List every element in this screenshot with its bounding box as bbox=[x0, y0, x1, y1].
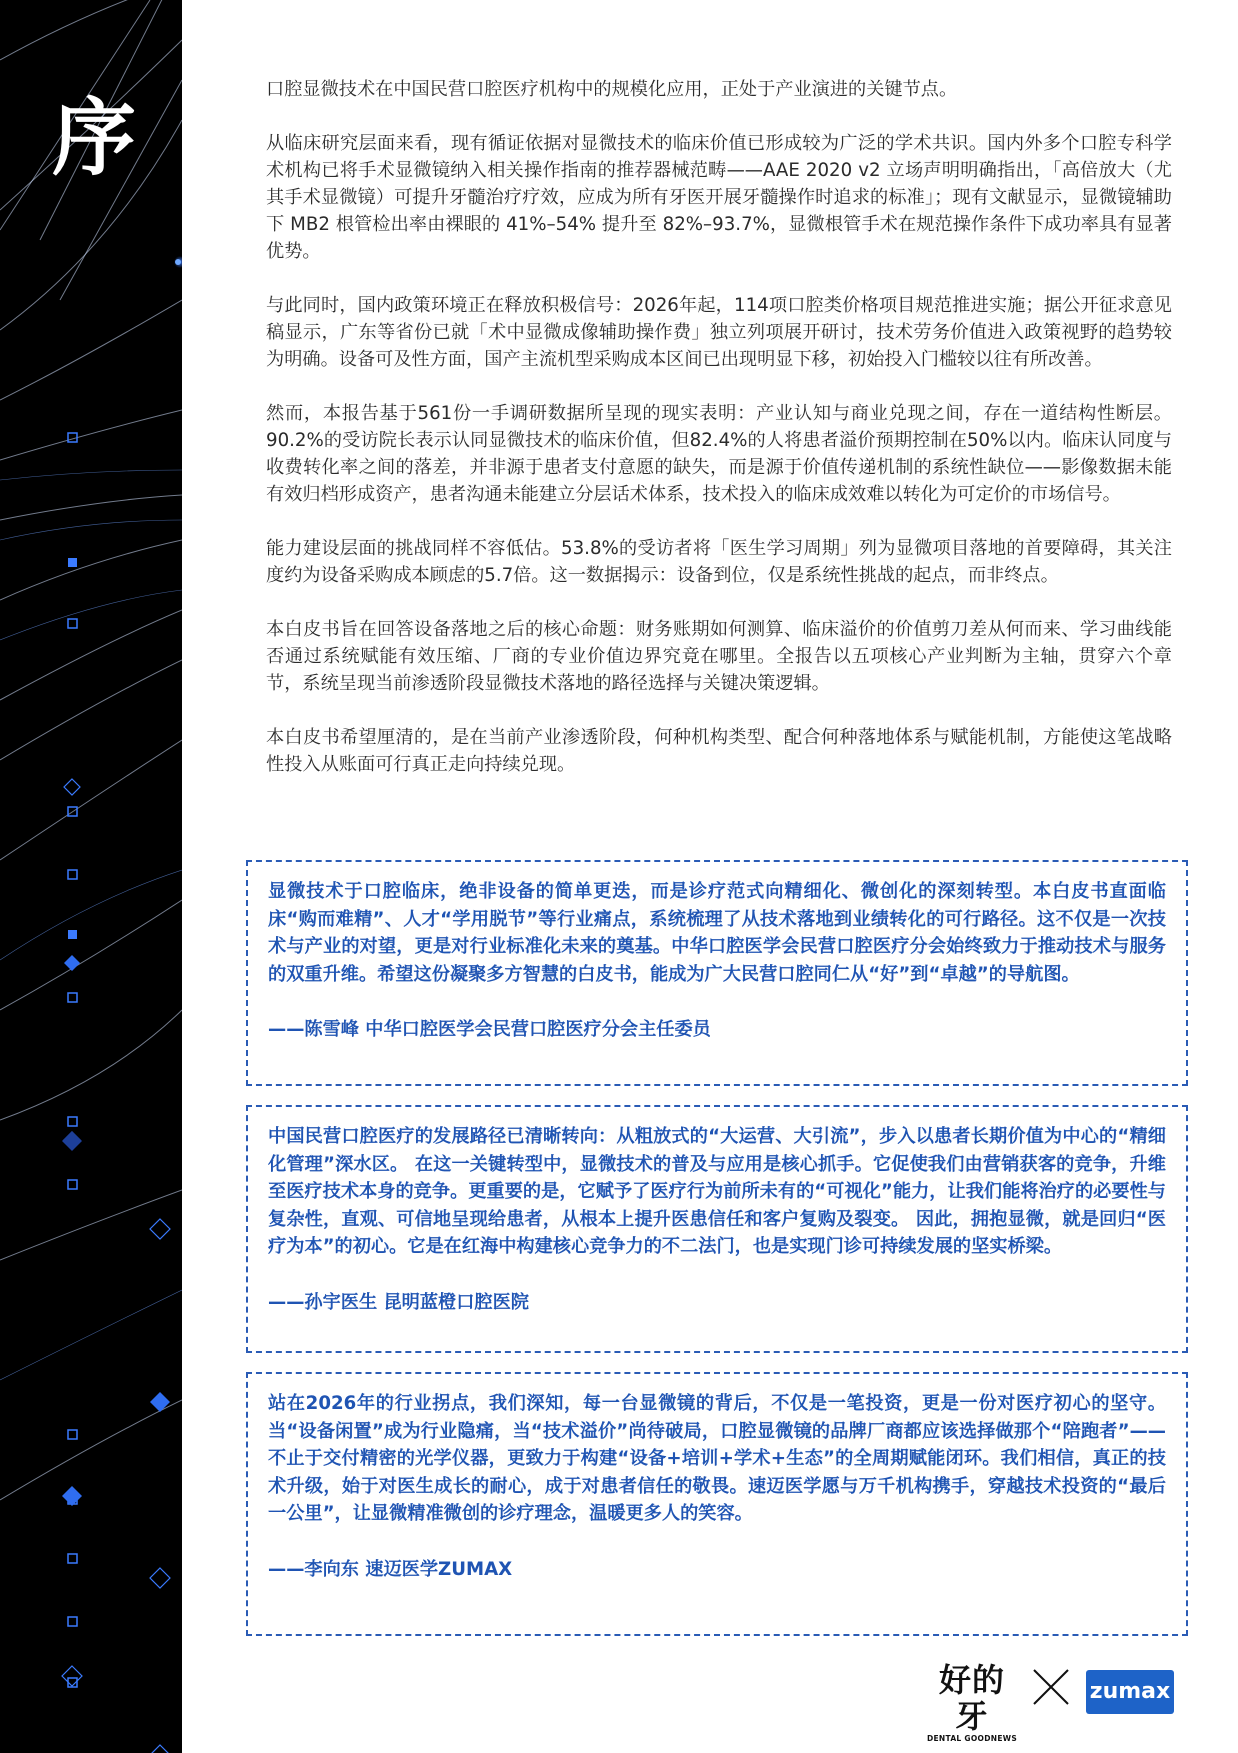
quote-text: 显微技术于口腔临床，绝非设备的简单更迭，而是诊疗范式向精细化、微创化的深刻转型。本白皮书直面临床“购而难精”、人才“学用脱节”等行业痛点，系统梳理了从技术落地到业绩转化的可行路径。这不仅是一次技术与产业的对望，更是对行业标准化未来的奠基。中华口腔医学会民营口腔医疗分会始终致力于推动技术与服务的双重升维。希望这份凝聚多方智慧的白皮书，能成为广大民营口腔同仁从“好”到“卓越”的导航图。 bbox=[268, 881, 1166, 985]
paragraph: 本白皮书希望厘清的，是在当前产业渗透阶段，何种机构类型、配合何种落地体系与赋能机制，方能使这笔战略性投入从账面可行真正走向持续兑现。 bbox=[266, 727, 1172, 775]
quote-text: 站在2026年的行业拐点，我们深知，每一台显微镜的背后，不仅是一笔投资，更是一份对医疗初心的坚守。当“设备闲置”成为行业隐痛，当“技术溢价”尚待破局，口腔显微镜的品牌厂商都应该选择做那个“陪跑者”——不止于交付精密的光学仪器，更致力于构建“设备+培训+学术+生态”的全周期赋能闭环。我们相信，真正的技术升级，始于对医生成长的耐心，成于对患者信任的敬畏。速迈医学愿与万千机构携手，穿越技术投资的“最后一公里”，让显微精准微创的诊疗理念，温暖更多人的笑容。 bbox=[268, 1393, 1166, 1524]
quote-box bbox=[246, 1372, 1188, 1636]
cross-icon bbox=[1032, 1668, 1070, 1706]
paragraph: 与此同时，国内政策环境正在释放积极信号：2026年起，114项口腔类价格项目规范推进实施；据公开征求意见稿显示，广东等省份已就「术中显微成像辅助操作费」独立列项展开研讨，技术劳务价值进入政策视野的趋势较为明确。设备可及性方面，国产主流机型采购成本区间已出现明显下移，初始投入门槛较以往有所改善。 bbox=[266, 295, 1172, 370]
quote-text: 中国民营口腔医疗的发展路径已清晰转向：从粗放式的“大运营、大引流”，步入以患者长期价值为中心的“精细化管理”深水区。 在这一关键转型中，显微技术的普及与应用是核心抓手。它促使我们由营销获客的竞争，升维至医疗技术本身的竞争。更重要的是，它赋予了医疗行为前所未有的“可视化”能力，让我们能将治疗的必要性与复杂性，直观、可信地呈现给患者，从根本上提升医患信任和客户复购及裂变。 因此，拥抱显微，就是回归“医疗为本”的初心。它是在红海中构建核心竞争力的不二法门，也是实现门诊可持续发展的坚实桥梁。 bbox=[268, 1126, 1166, 1257]
paragraph: 从临床研究层面来看，现有循证依据对显微技术的临床价值已形成较为广泛的学术共识。国内外多个口腔专科学术机构已将手术显微镜纳入相关操作指南的推荐器械范畴——AAE 2020 v2 立场声明明确指出，「高倍放大（尤其手术显微镜）可提升牙髓治疗疗效，应成为所有牙医开展牙髓操作时追求的标准」；现有文献显示，显微镜辅助下 MB2 根管检出率由裸眼的 41%–54% 提升至 82%–93.7%，显微根管手术在规范操作条件下成功率具有显著优势。 bbox=[266, 133, 1172, 262]
network-lines-graphic bbox=[0, 0, 182, 1753]
preface-title: 序 bbox=[52, 89, 137, 187]
paragraph: 然而，本报告基于561份一手调研数据所呈现的现实表明：产业认知与商业兑现之间，存在一道结构性断层。90.2%的受访院长表示认同显微技术的临床价值，但82.4%的人将患者溢价预期控制在50%以内。临床认同度与收费转化率之间的落差，并非源于患者支付意愿的缺失，而是源于价值传递机制的系统性缺位——影像数据未能有效归档形成资产，患者沟通未能建立分层话术体系，技术投入的临床成效难以转化为可定价的市场信号。 bbox=[266, 403, 1172, 505]
footer-logos bbox=[926, 1661, 1176, 1743]
quote-signature: ——陈雪峰 中华口腔医学会民营口腔医疗分会主任委员 bbox=[268, 1019, 711, 1040]
quote-box bbox=[246, 860, 1188, 1086]
paragraph: 能力建设层面的挑战同样不容低估。53.8%的受访者将「医生学习周期」列为显微项目落地的首要障碍，其关注度约为设备采购成本顾虑的5.7倍。这一数据揭示：设备到位，仅是系统性挑战的起点，而非终点。 bbox=[266, 538, 1172, 586]
quote-signature: ——李向东 速迈医学ZUMAX bbox=[268, 1558, 513, 1580]
dental-goodnews-logo bbox=[926, 1662, 1018, 1744]
zumax-logo: zumax bbox=[1086, 1670, 1174, 1714]
paragraph: 口腔显微技术在中国民营口腔医疗机构中的规模化应用，正处于产业演进的关键节点。 bbox=[266, 79, 958, 100]
quote-signature: ——孙宇医生 昆明蓝橙口腔医院 bbox=[268, 1291, 529, 1313]
preface-body bbox=[266, 76, 1172, 805]
dental-goodnews-logo-zh: 好的牙 bbox=[938, 1661, 1005, 1735]
decorative-sidebar bbox=[0, 0, 182, 1753]
paragraph: 本白皮书旨在回答设备落地之后的核心命题：财务账期如何测算、临床溢价的价值剪刀差从何而来、学习曲线能否通过系统赋能有效压缩、厂商的专业价值边界究竟在哪里。全报告以五项核心产业判断为主轴，贯穿六个章节，系统呈现当前渗透阶段显微技术落地的路径选择与关键决策逻辑。 bbox=[266, 619, 1172, 694]
quote-box bbox=[246, 1105, 1188, 1353]
dental-goodnews-logo-en: DENTAL GOODNEWS bbox=[926, 1734, 1018, 1743]
